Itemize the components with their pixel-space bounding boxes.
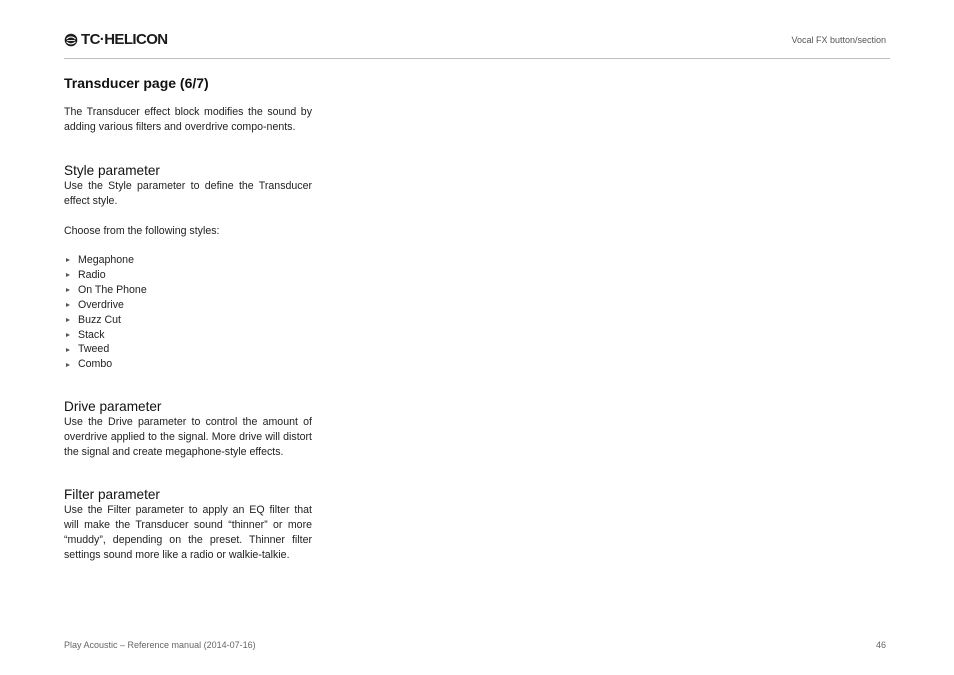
drive-parameter-heading: Drive parameter xyxy=(64,399,162,415)
bullet-arrow-icon xyxy=(66,273,70,277)
list-item xyxy=(64,328,312,343)
bullet-arrow-icon xyxy=(66,333,70,337)
list-item xyxy=(64,342,312,357)
content-column xyxy=(64,74,312,563)
style-choose-text: Choose from the following styles: xyxy=(64,225,220,237)
list-item xyxy=(64,298,312,313)
page-header xyxy=(64,31,890,51)
drive-parameter-text: Use the Drive parameter to control the amount of overdrive applied to the signal. More drive will distort the signal and create megaphone-style effects. xyxy=(64,416,312,459)
filter-parameter-text: Use the Filter parameter to apply an EQ filter that will make the Transducer sound “thinner” or more “muddy”, depending on the preset. Thinner filter settings sound more like a radio or walkie-talkie. xyxy=(64,504,312,562)
style-item-label: Megaphone xyxy=(78,254,134,266)
list-item xyxy=(64,357,312,372)
style-item-label: Radio xyxy=(78,268,106,281)
tc-helicon-logo xyxy=(64,31,168,48)
style-parameter-text: Use the Style parameter to define the Transducer effect style. xyxy=(64,180,312,207)
style-item-label: Overdrive xyxy=(78,298,124,311)
bullet-arrow-icon xyxy=(66,318,70,322)
list-item xyxy=(64,268,312,283)
page-number: 46 xyxy=(875,640,886,650)
intro-paragraph: The Transducer effect block modifies the sound by adding various filters and overdrive compo-nents. xyxy=(64,106,312,133)
bullet-arrow-icon xyxy=(66,363,70,367)
bullet-arrow-icon xyxy=(66,258,70,262)
style-list xyxy=(64,253,312,372)
bullet-arrow-icon xyxy=(66,303,70,307)
style-item-label: Tweed xyxy=(78,343,110,356)
section-label: Vocal FX button/section xyxy=(791,35,886,45)
style-item-label: Stack xyxy=(78,328,105,341)
list-item xyxy=(64,313,312,328)
style-item-label: On The Phone xyxy=(78,283,147,296)
bullet-arrow-icon xyxy=(66,288,70,292)
list-item xyxy=(64,283,312,298)
filter-parameter-heading: Filter parameter xyxy=(64,487,160,503)
style-item-label: Combo xyxy=(78,358,113,371)
style-parameter-heading: Style parameter xyxy=(64,163,160,178)
helicon-globe-icon xyxy=(64,33,78,47)
list-item xyxy=(64,253,312,268)
page-title: Transducer page (6/7) xyxy=(64,75,209,91)
footer-manual-title: Play Acoustic – Reference manual (2014-07-16) xyxy=(64,640,256,650)
style-item-label: Buzz Cut xyxy=(78,313,121,326)
brand-name: TC·HELICON xyxy=(81,31,168,48)
bullet-arrow-icon xyxy=(66,348,70,352)
header-divider xyxy=(64,58,890,59)
